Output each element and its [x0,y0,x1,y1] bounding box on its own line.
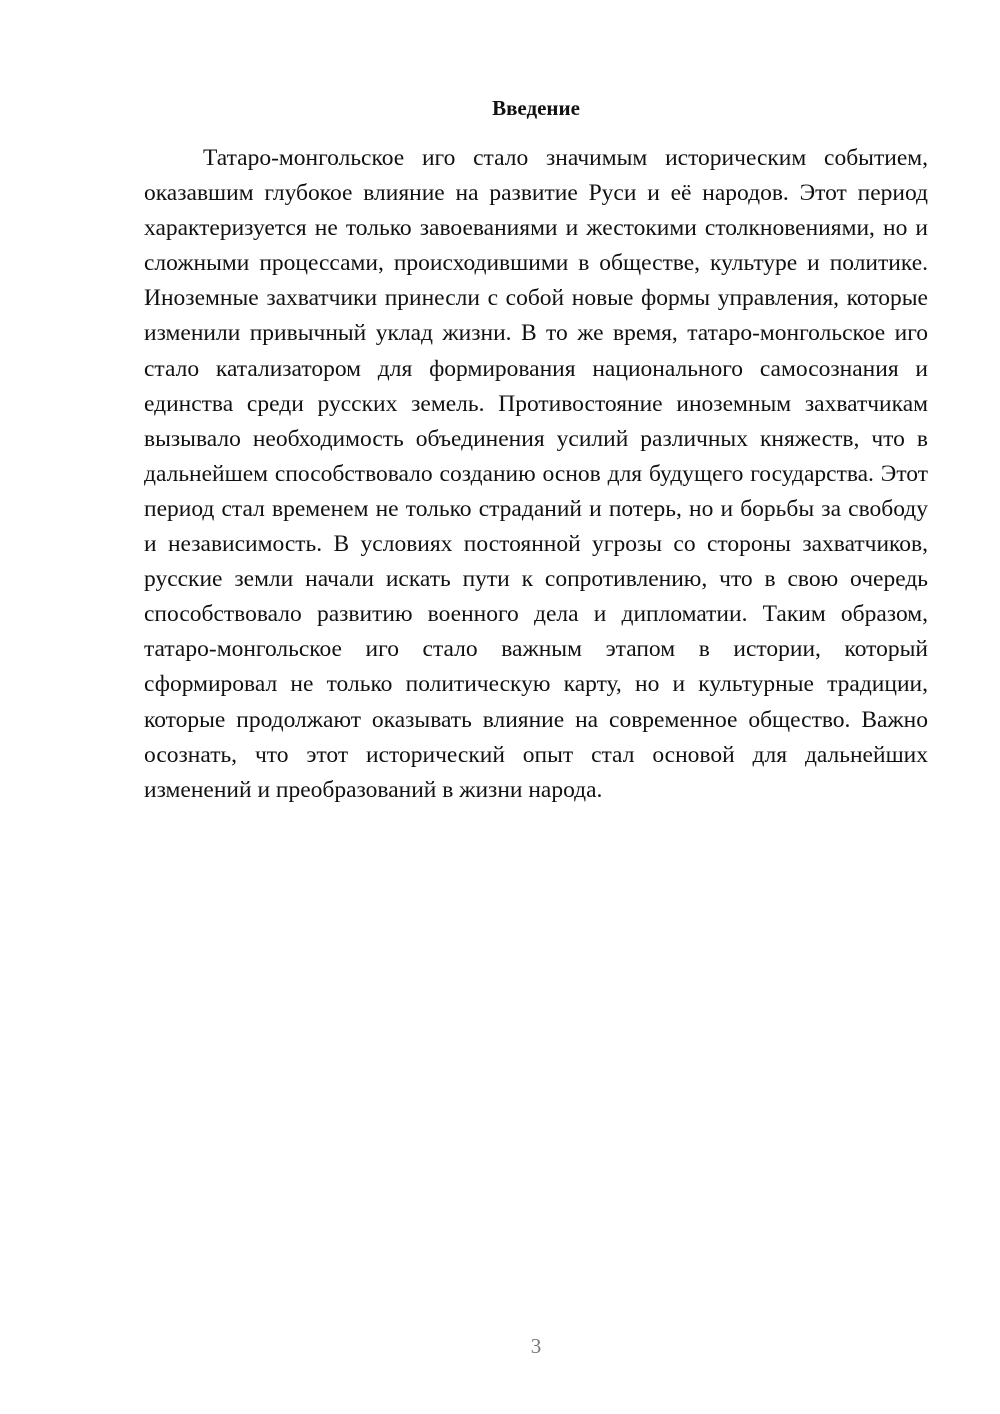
body-paragraph: Татаро-монгольское иго стало значимым историческим событием, оказавшим глубокое влияние на развитие Руси и её народов. Этот период характеризуется не только завоеваниями и жестокими столкновениями, но и сложными процессами, происходившими в обществе, культуре и политике. Иноземные захватчики принесли с собой новые формы управления, которые изменили привычный уклад жизни. В то же время, татаро-монгольское иго стало катализатором для формирования национального самосознания и единства среди русских земель. Противостояние иноземным захватчикам вызывало необходимость объединения усилий различных княжеств, что в дальнейшем способствовало созданию основ для будущего государства. Этот период стал временем не только страданий и потерь, но и борьбы за свободу и независимость. В условиях постоянной угрозы со стороны захватчиков, русские земли начали искать пути к сопротивлению, что в свою очередь способствовало развитию военного дела и дипломатии. Таким образом, татаро-монгольское иго стало важным этапом в истории, который сформировал не только политическую карту, но и культурные традиции, которые продолжают оказывать влияние на современное общество. Важно осознать, что этот исторический опыт стал основой для дальнейших изменений и преобразований в жизни народа. [144,145,928,803]
page-number: 3 [530,1334,542,1358]
section-heading: Введение [492,96,580,120]
